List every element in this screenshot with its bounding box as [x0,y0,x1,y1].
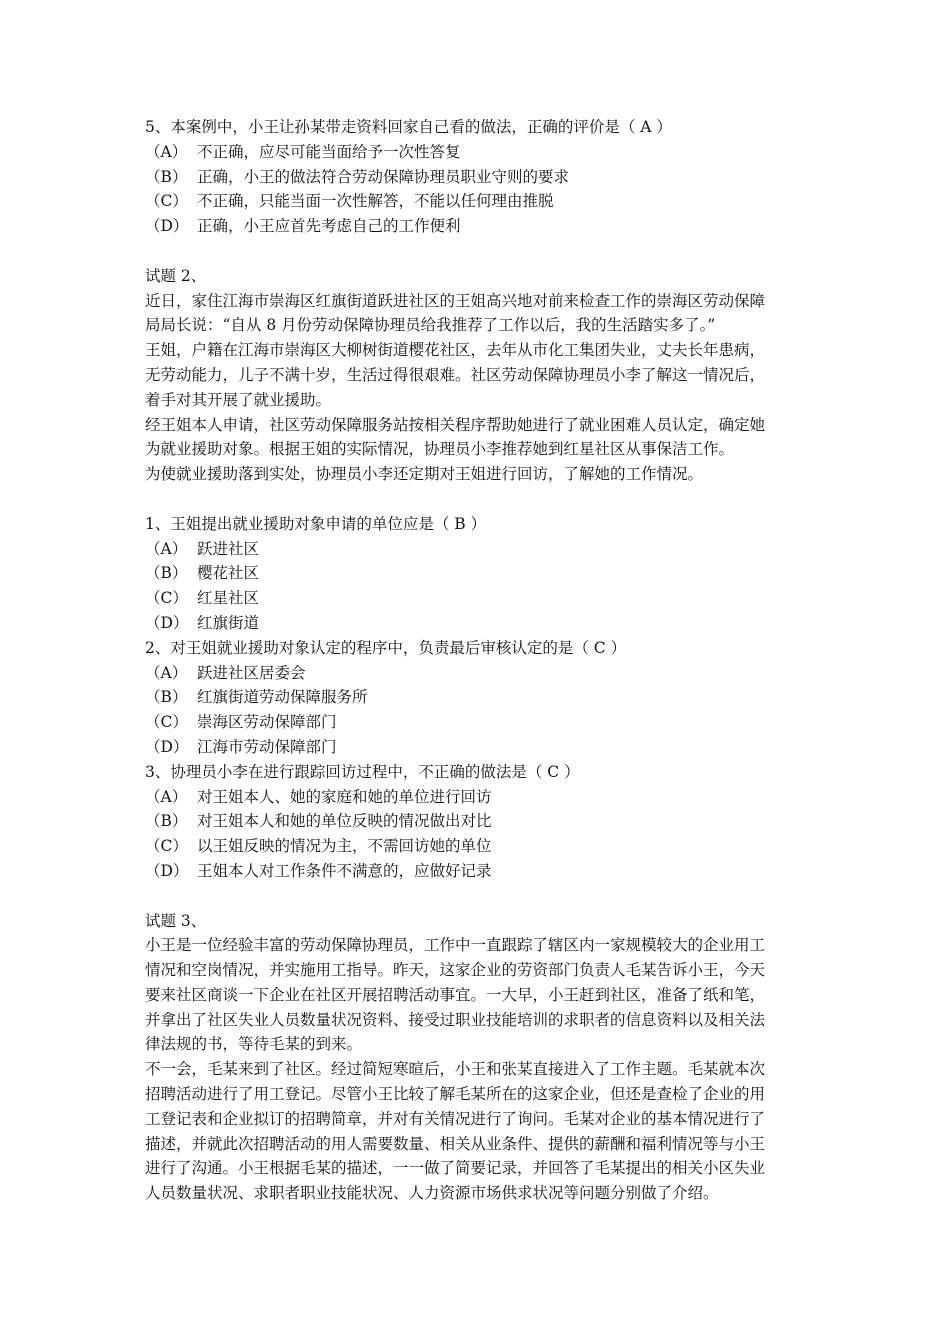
case-3-paragraph-line: 招聘活动进行了用工登记。尽管小王比较了解毛某所在的这家企业，但还是查检了企业的用 [145,1085,766,1104]
q5-option-d [145,214,825,239]
option-letter: （C） [145,589,188,608]
option-text: 红旗街道 [197,613,260,632]
option-b [145,809,825,834]
option-text: 正确，小王应首先考虑自己的工作便利 [197,217,461,236]
spacer [145,884,825,909]
case-2-paragraph-line: 为使就业援助落到实处，协理员小李还定期对王姐进行回访，了解她的工作情况。 [145,465,704,484]
case-2-paragraph-line: 经王姐本人申请，社区劳动保障服务站按相关程序帮助她进行了就业困难人员认定，确定她 [145,415,766,434]
case-3-paragraph-line: 工登记表和企业拟订的招聘简章，并对有关情况进行了询问。毛某对企业的基本情况进行了 [145,1109,766,1128]
case-2-paragraph-line: 为就业援助对象。根据王姐的实际情况，协理员小李推荐她到红星社区从事保洁工作。 [145,440,735,459]
option-a [145,785,825,810]
option-text: 江海市劳动保障部门 [197,737,337,756]
case-3-paragraph-line: 要来社区商谈一下企业在社区开展招聘活动事宜。一大早，小王赶到社区，准备了纸和笔， [145,985,766,1004]
q5-option-c [145,189,825,214]
case-2-paragraph-line: 无劳动能力，儿子不满十岁，生活过得很艰难。社区劳动保障协理员小李了解这一情况后， [145,365,766,384]
option-text: 跃进社区 [197,539,260,558]
option-text: 红星社区 [197,589,260,608]
case-3-paragraph-line: 律法规的书，等待毛某的到来。 [145,1035,363,1054]
option-letter: （B） [145,812,188,831]
option-letter: （A） [145,142,188,161]
option-d [145,735,825,760]
case-2-title: 试题 2、 [145,266,207,285]
option-letter: （A） [145,663,188,682]
case-2-paragraph-line: 局局长说：“自从 8 月份劳动保障协理员给我推荐了工作以后，我的生活踏实多了。” [145,316,716,335]
case-2-paragraph-line: 近日，家住江海市崇海区红旗街道跃进社区的王姐高兴地对前来检查工作的崇海区劳动保障 [145,291,766,310]
case-3-paragraph-line: 描述，并就此次招聘活动的用人需要数量、相关从业条件、提供的薪酬和福利情况等与小王 [145,1134,766,1153]
option-d [145,611,825,636]
case-2-question-3-stem: 3、协理员小李在进行跟踪回访过程中，不正确的做法是（ C ） [145,762,580,781]
option-b [145,561,825,586]
option-letter: （B） [145,688,188,707]
option-d [145,859,825,884]
option-b [145,685,825,710]
option-letter: （D） [145,737,189,756]
case-3-paragraph-line: 进行了沟通。小王根据毛某的描述，一一做了简要记录，并回答了毛某提出的相关小区失业 [145,1159,766,1178]
case-3-paragraph-line: 小王是一位经验丰富的劳动保障协理员，工作中一直跟踪了辖区内一家规模较大的企业用工 [145,936,766,955]
q5-option-b [145,165,825,190]
case-3-title: 试题 3、 [145,911,207,930]
case-2-paragraph-line: 王姐，户籍在江海市崇海区大柳树街道樱花社区，去年从市化工集团失业，丈夫长年患病， [145,341,766,360]
option-c [145,586,825,611]
option-text: 对王姐本人和她的单位反映的情况做出对比 [197,812,492,831]
option-letter: （A） [145,787,188,806]
option-text: 跃进社区居委会 [197,663,306,682]
document-page [145,115,825,1206]
case-3-paragraph-line: 不一会，毛某来到了社区。经过简短寒暄后，小王和张某直接进入了工作主题。毛某就本次 [145,1060,766,1079]
option-text: 不正确，应尽可能当面给予一次性答复 [197,142,461,161]
option-a [145,537,825,562]
option-text: 不正确，只能当面一次性解答，不能以任何理由推脱 [197,192,554,211]
case-3-paragraph-line: 并拿出了社区失业人员数量状况资料、接受过职业技能培训的求职者的信息资料以及相关法 [145,1010,766,1029]
option-text: 以王姐反映的情况为主，不需回访她的单位 [197,837,492,856]
case-2-question-2-stem: 2、对王姐就业援助对象认定的程序中，负责最后审核认定的是（ C ） [145,638,627,657]
option-letter: （D） [145,613,189,632]
option-letter: （B） [145,167,188,186]
spacer [145,487,825,512]
case-2-paragraph-line: 着手对其开展了就业援助。 [145,390,332,409]
option-text: 红旗街道劳动保障服务所 [197,688,368,707]
case-3-paragraph-line: 情况和空岗情况，并实施用工指导。昨天，这家企业的劳资部门负责人毛某告诉小王，今天 [145,961,766,980]
option-text: 樱花社区 [197,564,260,583]
option-text: 崇海区劳动保障部门 [197,713,337,732]
option-letter: （C） [145,713,188,732]
q5-option-a [145,140,825,165]
case-2-question-1-stem: 1、王姐提出就业援助对象申请的单位应是（ B ） [145,514,487,533]
question-5-stem: 5、本案例中，小王让孙某带走资料回家自己看的做法，正确的评价是（ A ） [145,118,672,136]
option-a [145,661,825,686]
option-text: 对王姐本人、她的家庭和她的单位进行回访 [197,787,492,806]
option-letter: （D） [145,861,189,880]
option-letter: （A） [145,539,188,558]
option-letter: （C） [145,192,188,211]
option-letter: （C） [145,837,188,856]
option-text: 正确，小王的做法符合劳动保障协理员职业守则的要求 [197,167,570,186]
option-letter: （D） [145,217,189,236]
option-letter: （B） [145,564,188,583]
option-text: 王姐本人对工作条件不满意的，应做好记录 [197,861,492,880]
case-3-paragraph-line: 人员数量状况、求职者职业技能状况、人力资源市场供求状况等问题分别做了介绍。 [145,1184,719,1203]
option-c [145,834,825,859]
spacer [145,239,825,264]
option-c [145,710,825,735]
